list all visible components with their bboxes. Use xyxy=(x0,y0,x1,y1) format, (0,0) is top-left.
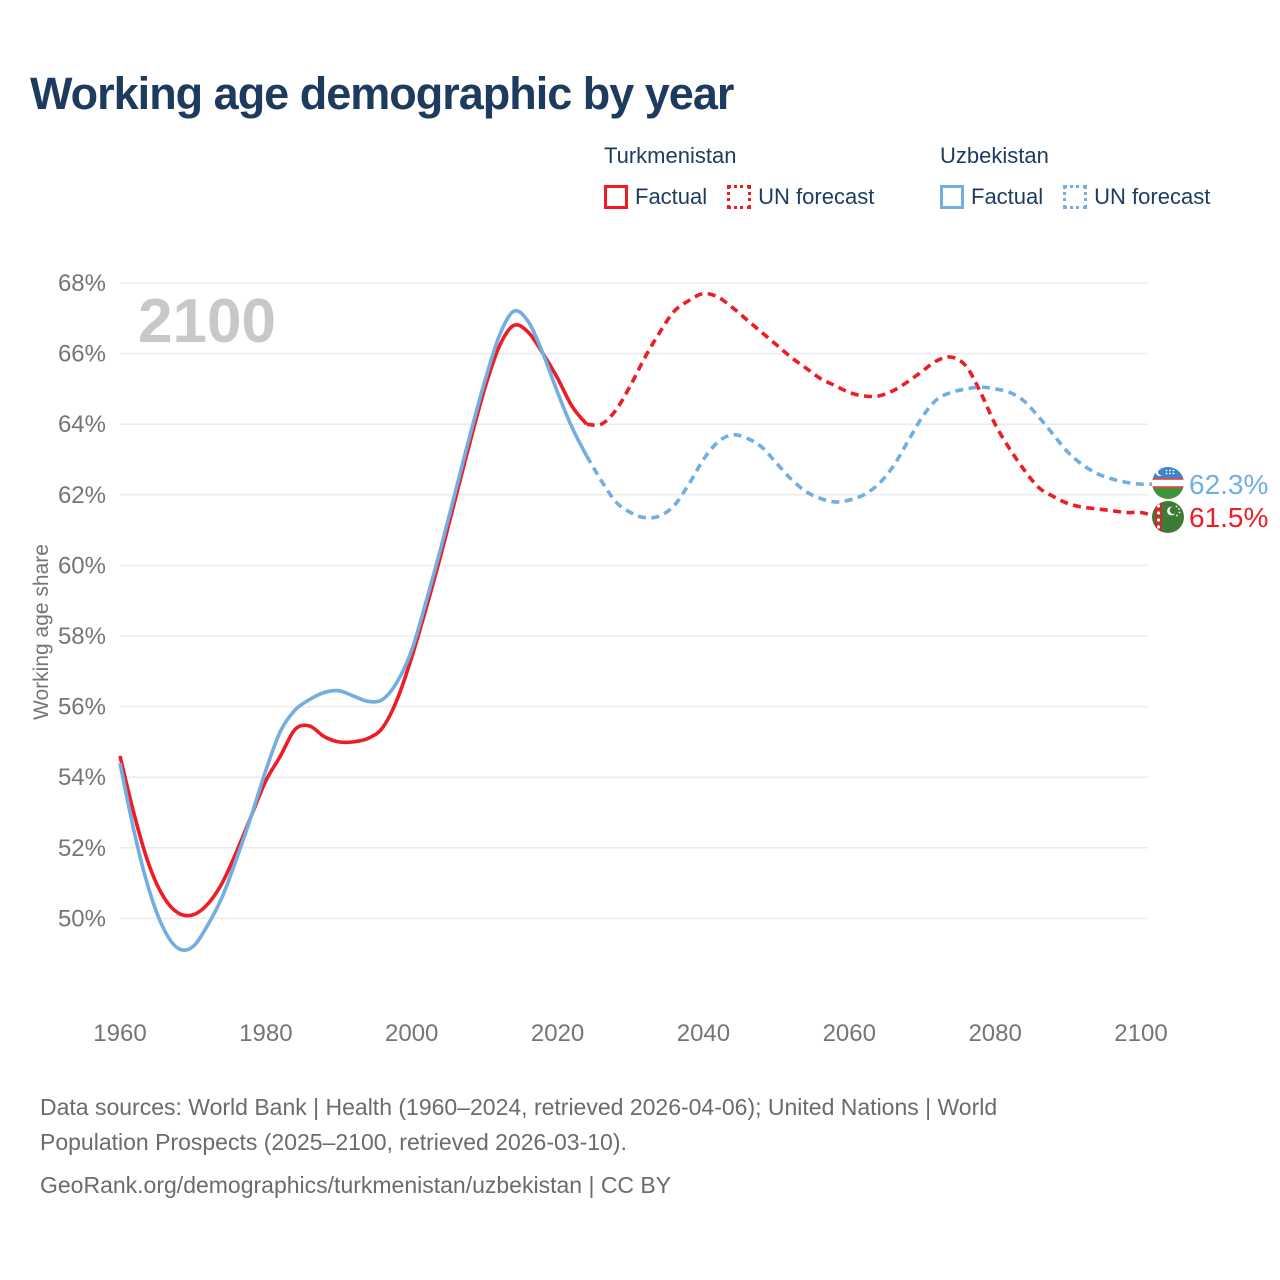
x-tick-label: 2040 xyxy=(676,1020,731,1047)
x-tick-label: 2000 xyxy=(385,1020,439,1047)
y-tick-label: 60% xyxy=(57,552,106,580)
y-axis-title: Working age share xyxy=(30,544,53,720)
uzbekistan-flag-icon xyxy=(1152,467,1184,499)
y-tick-label: 54% xyxy=(57,764,106,792)
legend-item-label: UN forecast xyxy=(1094,184,1211,209)
x-tick-label: 2100 xyxy=(1114,1020,1168,1047)
x-tick-label: 2080 xyxy=(968,1020,1022,1047)
legend-country-label: Turkmenistan xyxy=(604,143,737,168)
series-lines-layer xyxy=(120,293,1152,950)
turkmenistan-factual-line xyxy=(120,325,587,916)
x-tick-label: 1960 xyxy=(93,1020,147,1047)
footer xyxy=(40,1090,997,1203)
legend-item-label: UN forecast xyxy=(758,184,875,209)
hovered-year-watermark: 2100 xyxy=(138,287,276,356)
uzbekistan-factual-line xyxy=(120,311,587,950)
x-tick-label: 1980 xyxy=(239,1020,293,1047)
turkmenistan-end-value: 61.5% xyxy=(1189,502,1269,533)
y-tick-label: 64% xyxy=(57,411,106,439)
page-title: Working age demographic by year xyxy=(30,68,734,119)
x-tick-label: 2020 xyxy=(530,1020,585,1047)
turkmenistan-flag-icon xyxy=(1152,501,1184,533)
legend-country-label: Uzbekistan xyxy=(940,143,1049,168)
attribution-link[interactable]: GeoRank.org/demographics/turkmenistan/uzbekistan | CC BY xyxy=(40,1172,672,1198)
uzbekistan-forecast-line xyxy=(587,387,1152,518)
y-tick-label: 66% xyxy=(57,340,106,368)
gridlines-layer xyxy=(58,270,1168,1047)
uzbekistan-end-value: 62.3% xyxy=(1189,469,1269,500)
data-sources-line-1: Data sources: World Bank | Health (1960–2024, retrieved 2026-04-06); United Nations | World xyxy=(40,1094,998,1120)
data-sources-line-2: Population Prospects (2025–2100, retrieved 2026-03-10). xyxy=(40,1129,627,1155)
y-tick-label: 50% xyxy=(57,905,106,933)
y-tick-label: 62% xyxy=(57,481,106,509)
legend-item-label: Factual xyxy=(971,184,1044,209)
turkmenistan-forecast-line xyxy=(587,293,1152,515)
x-tick-label: 2060 xyxy=(822,1020,876,1047)
y-tick-label: 68% xyxy=(57,270,106,297)
y-tick-label: 58% xyxy=(57,623,106,650)
y-tick-label: 56% xyxy=(57,693,106,721)
legend-item-label: Factual xyxy=(635,184,708,209)
y-tick-label: 52% xyxy=(57,834,106,862)
